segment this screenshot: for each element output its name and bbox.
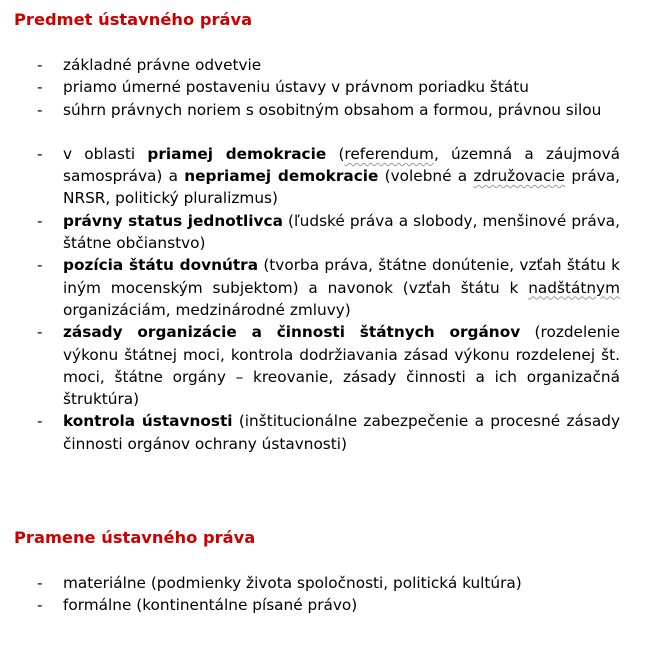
item-text: súhrn právnych noriem s osobitným obsahom a formou, právnou silou <box>63 100 602 119</box>
bullet-dash: - <box>37 211 43 230</box>
pramene-list <box>37 572 620 617</box>
item-text-prefix: v oblasti <box>63 144 148 163</box>
item-text: (ľudské práva a slobody, menšinové práva, štátne občianstvo) <box>63 211 620 253</box>
list-item <box>37 54 620 76</box>
list-item <box>37 254 620 321</box>
item-text: priamo úmerné postaveniu ústavy v právnom poriadku štátu <box>63 78 529 97</box>
term-priama-demokracia: priamej demokracie <box>147 144 327 163</box>
bullet-dash: - <box>37 323 43 342</box>
item-text: (inštitucionálne zabezpečenie a procesné zásady činnosti orgánov ochrany ústavnosti) <box>63 412 620 453</box>
item-text: organizáciám, medzinárodné zmluvy) <box>63 300 351 319</box>
bullet-dash: - <box>37 100 43 119</box>
spellcheck-word: referendum <box>344 144 434 163</box>
list-item <box>37 594 620 616</box>
bullet-dash: - <box>37 144 43 163</box>
list-item <box>37 76 620 98</box>
list-item <box>37 99 620 121</box>
item-text: (tvorba práva, štátne donútenie, vzťah štátu k iným mocenským subjektom) a navonok (vzťah štátu k <box>63 256 620 297</box>
list-item <box>37 321 620 410</box>
predmet-list <box>37 54 620 455</box>
term-kontrola-ustavnosti: kontrola ústavnosti <box>63 412 233 431</box>
item-text: základné právne odvetvie <box>63 56 262 74</box>
bullet-dash: - <box>37 256 43 275</box>
item-text: práva, NRSR, politický pluralizmus) <box>63 167 620 208</box>
list-item <box>37 210 620 255</box>
term-zasady-organizacie: zásady organizácie a činnosti štátnych orgánov <box>63 323 521 342</box>
spellcheck-word: združovacie <box>473 167 566 186</box>
bullet-dash: - <box>37 574 43 592</box>
spellcheck-word: nadštátnym <box>528 278 620 297</box>
item-text: (rozdelenie výkonu štátnej moci, kontrola dodržiavania zásad výkonu rozdelenej št. moci, štátne orgány – kreovanie, zásady činnosti a ich organizačná štruktúra) <box>63 323 620 409</box>
item-text: , územná a záujmová samospráva) a <box>63 144 620 186</box>
bullet-dash: - <box>37 56 43 74</box>
term-pravny-status: právny status jednotlivca <box>63 211 283 230</box>
bullet-dash: - <box>37 78 43 97</box>
item-text: (volebné a <box>378 167 474 186</box>
heading-pramene: Pramene ústavného práva <box>14 528 256 547</box>
term-nepriama-demokracia: nepriamej demokracie <box>184 167 379 186</box>
heading-predmet: Predmet ústavného práva <box>14 10 253 29</box>
bullet-dash: - <box>37 596 43 615</box>
item-text: materiálne (podmienky života spoločnosti, politická kultúra) <box>63 574 522 592</box>
term-pozicia-statu: pozícia štátu dovnútra <box>63 256 259 275</box>
item-text: formálne (kontinentálne písané právo) <box>63 596 358 615</box>
bullet-dash: - <box>37 412 43 431</box>
item-text: ( <box>326 144 345 163</box>
list-item <box>37 143 620 210</box>
list-item <box>37 410 620 455</box>
list-item <box>37 572 620 594</box>
